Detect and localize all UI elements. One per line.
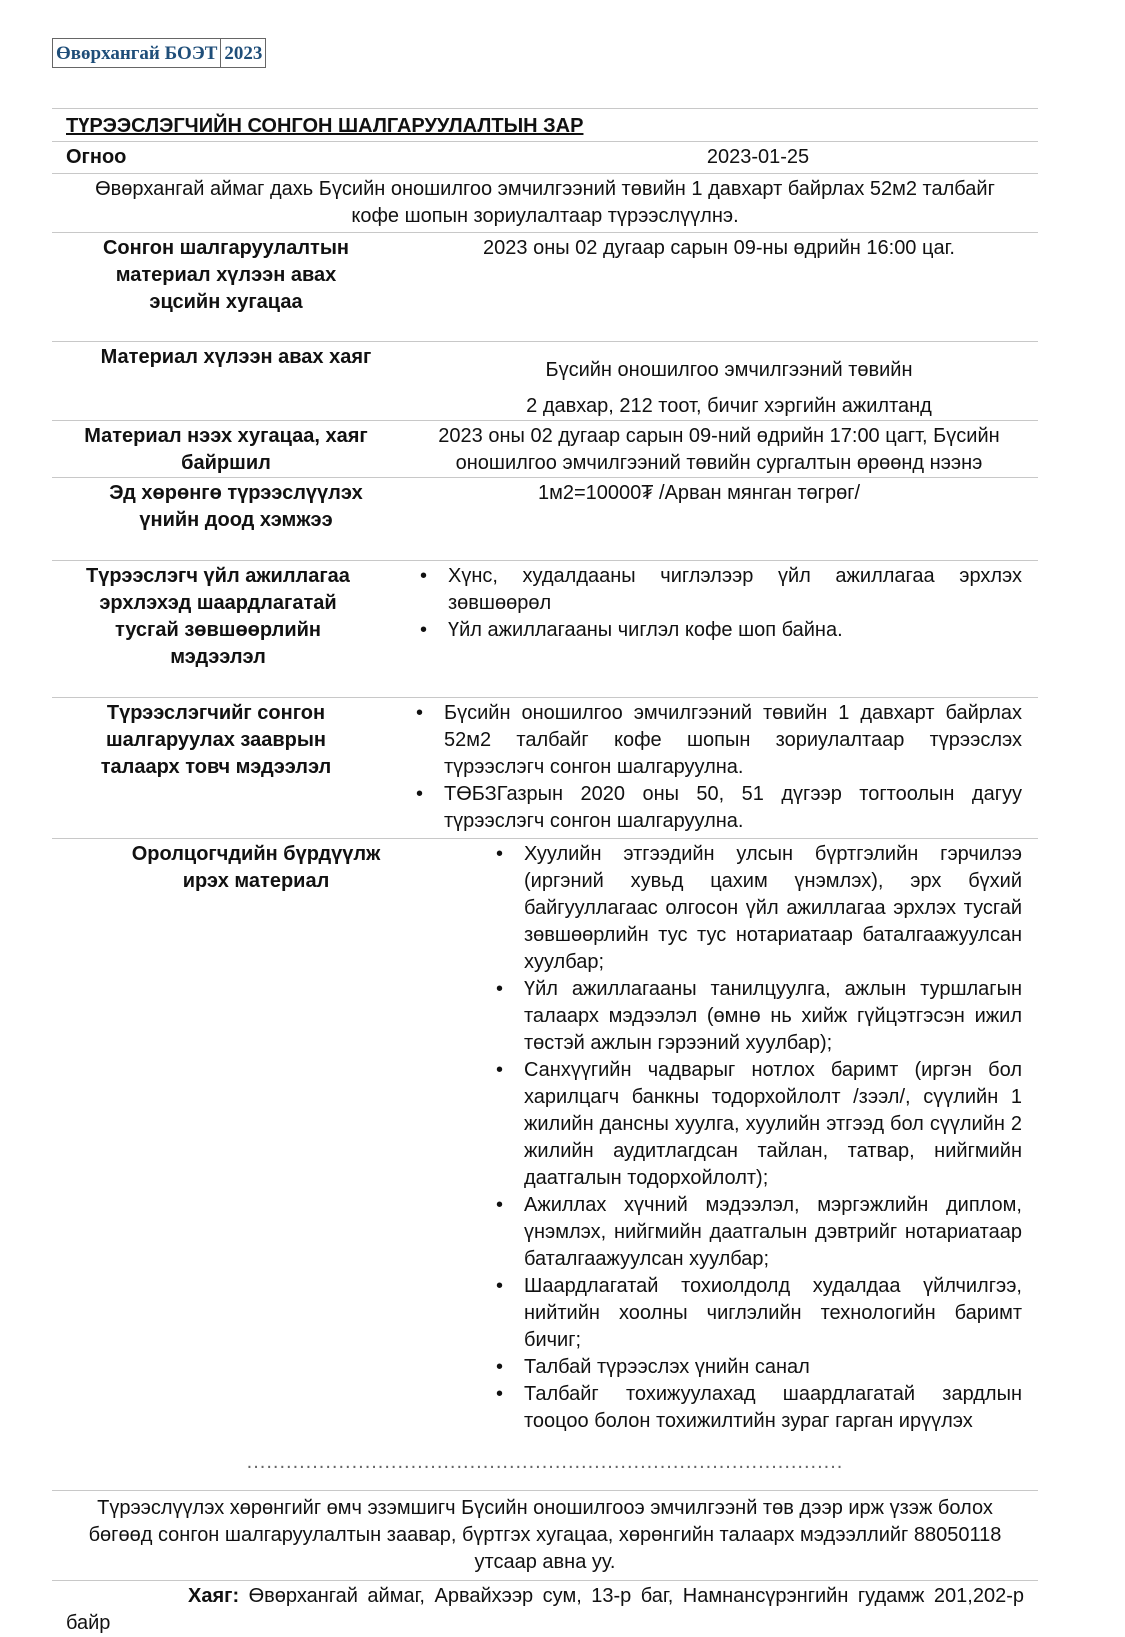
list-item: • Үйл ажиллагааны чиглэл кофе шоп байна. — [414, 617, 1022, 644]
row-value: 2023 оны 02 дугаар сарын 09-ний өдрийн 17:00 цагт, Бүсийн оношилгоо эмчилгээний төвийн сургалтын өрөөнд нээнэ — [438, 425, 1000, 474]
table-row — [52, 420, 1038, 477]
row-label: Материал нээх хугацаа, хаяг байршил — [84, 425, 368, 474]
document-header — [52, 38, 266, 68]
address-value: Өвөрхангай аймаг, Арвайхээр сум, 13-р баг, Намнансүрэнгийн гудамж 201,202-р байр — [66, 1585, 1024, 1634]
table-row — [52, 232, 1038, 341]
row-label: Сонгон шалгаруулалтын материал хүлээн авах эцсийн хугацаа — [102, 237, 350, 313]
table-row — [52, 341, 1038, 420]
table-row — [52, 838, 1038, 1435]
table-row — [52, 477, 1038, 560]
row-label: Түрээслэгч үйл ажиллагаа эрхлэхэд шаардлагатай тусгай зөвшөөрлийн мэдээлэл — [86, 565, 350, 668]
list-item: • Үйл ажиллагааны танилцуулга, ажлын туршлагын талаарх мэдээлэл (өмнө нь хийж гүйцэтгэсэн ижил төстэй ажлын гэрээний хуулбар); — [490, 976, 1022, 1057]
table-row — [52, 560, 1038, 697]
intro-row — [52, 173, 1038, 232]
row-value-line: Бүсийн оношилгоо эмчилгээний төвийн — [545, 359, 913, 381]
list-item: • Талбай түрээслэх үнийн санал — [490, 1354, 1022, 1381]
row-value-line: 2 давхар, 212 тоот, бичиг хэргийн ажилтанд — [526, 395, 932, 417]
date-value: 2023-01-25 — [706, 146, 810, 168]
required-docs-list — [490, 841, 1022, 1435]
page-title: ТҮРЭЭСЛЭГЧИЙН СОНГОН ШАЛГАРУУЛАЛТЫН ЗАР — [66, 115, 584, 137]
list-item: • Хүнс, худалдааны чиглэлээр үйл ажиллагаа эрхлэх зөвшөөрөл — [414, 563, 1022, 617]
list-item: • Шаардлагатай тохиолдолд худалдаа үйлчилгээ, нийтийн хоолны чиглэлийн технологийн баримт бичиг; — [490, 1273, 1022, 1354]
list-item: • Санхүүгийн чадварыг нотлох баримт (иргэн бол харилцагч банкны тодорхойлолт /зээл/, сүүлийн 1 жилийн дансны хуулга, хуулийн этгээд бол сүүлийн 2 жилийн аудитлагдсан тайлан, татвар, нийгмийн даатгалын тодорхойлолт); — [490, 1057, 1022, 1192]
footer-note: Түрээслүүлэх хөрөнгийг өмч эзэмшигч Бүсийн оношилгооэ эмчилгээнй төв дээр ирж үзэж болох бөгөөд сонгон шалгаруулалтын заавар, бүртгэх хугацаа, хөрөнгийн талаарх мэдээллийг 88050118 утсаар авна уу. — [88, 1497, 1002, 1573]
date-row — [52, 141, 1038, 173]
row-value: 1м2=10000₮ /Арван мянган төгрөг/ — [537, 482, 861, 504]
row-label: Эд хөрөнгө түрээслүүлэх үнийн доод хэмжээ — [109, 482, 363, 531]
table-row — [52, 697, 1038, 838]
dotted-separator: ........................................................................................... — [246, 1451, 844, 1473]
date-label: Огноо — [66, 146, 127, 168]
row-label: Материал хүлээн авах хаяг — [100, 346, 372, 368]
list-item: • Талбайг тохижуулахад шаардлагатай зардлын тооцоо болон тохижилтийн зураг гарган ирүүлэх — [490, 1381, 1022, 1435]
row-value: 2023 оны 02 дугаар сарын 09-ны өдрийн 16:00 цаг. — [483, 237, 955, 259]
list-item: • Хуулийн этгээдийн улсын бүртгэлийн гэрчилээ (иргэний хувьд цахим үнэмлэх), эрх бүхий байгууллагаас олгосон үйл ажиллагаа эрхлэх тусгай зөвшөөрлийн тус тус нотариатаар баталгаажуулсан хуулбар; — [490, 841, 1022, 976]
permit-list — [414, 563, 1022, 644]
list-item: • Ажиллах хүчний мэдээлэл, мэргэжлийн диплом, үнэмлэх, нийгмийн даатгалын дэвтрийг нотариатаар баталгаажуулсан хуулбар; — [490, 1192, 1022, 1273]
instruction-list — [410, 700, 1022, 835]
announcement-table — [52, 108, 1038, 1637]
address-label: Хаяг: — [188, 1585, 240, 1607]
address-block — [52, 1581, 1038, 1637]
row-label: Түрээслэгчийг сонгон шалгаруулах зааврын талаарх товч мэдээлэл — [100, 702, 332, 778]
list-item: • ТӨБЗГазрын 2020 оны 50, 51 дүгээр тогтоолын дагуу түрээслэгч сонгон шалгаруулна. — [410, 781, 1022, 835]
header-org: Өвөрхангай БОЭТ — [56, 42, 218, 64]
list-item: • Бүсийн оношилгоо эмчилгээний төвийн 1 давхарт байрлах 52м2 талбайг кофе шопын зориулалтаар түрээслэх түрээслэгч сонгон шалгаруулна. — [410, 700, 1022, 781]
row-label: Оролцогчдийн бүрдүүлж ирэх материал — [131, 843, 381, 892]
intro-text: Өвөрхангай аймаг дахь Бүсийн оношилгоо эмчилгээний төвийн 1 давхарт байрлах 52м2 талбайг кофе шопын зориулалтаар түрээслүүлнэ. — [95, 178, 995, 227]
header-year: 2023 — [224, 42, 263, 64]
